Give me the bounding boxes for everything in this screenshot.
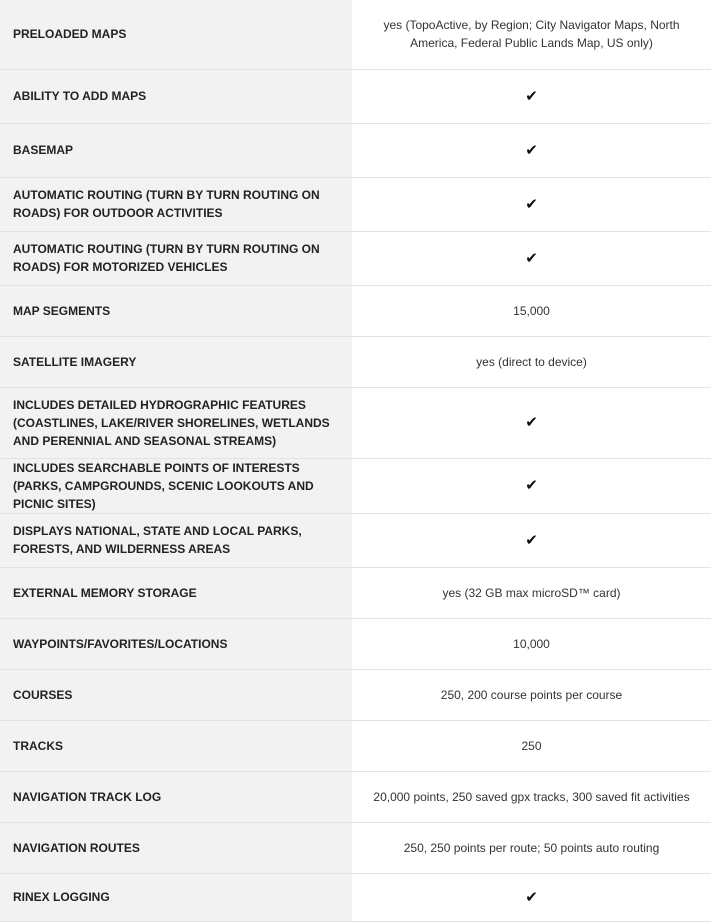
table-row: [0, 513, 711, 567]
spec-value: [352, 771, 711, 822]
table-row: [0, 336, 711, 387]
checkmark-icon: ✔: [525, 248, 538, 267]
spec-value: [352, 873, 711, 921]
table-row: [0, 0, 711, 69]
table-row: [0, 285, 711, 336]
table-row: [0, 231, 711, 285]
spec-label: DISPLAYS NATIONAL, STATE AND LOCAL PARKS, FORESTS, AND WILDERNESS AREAS: [0, 513, 352, 567]
spec-value: [352, 822, 711, 873]
table-row: [0, 567, 711, 618]
table-row: [0, 387, 711, 458]
spec-value-text: 15,000: [513, 303, 550, 318]
checkmark-icon: ✔: [525, 530, 538, 549]
spec-value-text: 250, 250 points per route; 50 points auto routing: [403, 840, 660, 855]
spec-value: [352, 458, 711, 513]
checkmark-icon: ✔: [525, 140, 538, 159]
spec-label: AUTOMATIC ROUTING (TURN BY TURN ROUTING ON ROADS) FOR MOTORIZED VEHICLES: [0, 231, 352, 285]
spec-value-text: yes (32 GB max microSD™ card): [442, 585, 621, 600]
spec-value: [352, 387, 711, 458]
spec-value-text: 10,000: [513, 636, 550, 651]
spec-label: TRACKS: [0, 720, 352, 771]
spec-value: [352, 720, 711, 771]
spec-value: [352, 513, 711, 567]
checkmark-icon: ✔: [525, 194, 538, 213]
spec-value-text: 250: [521, 738, 542, 753]
checkmark-icon: ✔: [525, 86, 538, 105]
spec-label: ABILITY TO ADD MAPS: [0, 69, 352, 123]
spec-label: NAVIGATION TRACK LOG: [0, 771, 352, 822]
spec-value: [352, 123, 711, 177]
spec-label: AUTOMATIC ROUTING (TURN BY TURN ROUTING ON ROADS) FOR OUTDOOR ACTIVITIES: [0, 177, 352, 231]
spec-label: MAP SEGMENTS: [0, 285, 352, 336]
spec-label: BASEMAP: [0, 123, 352, 177]
spec-label: WAYPOINTS/FAVORITES/LOCATIONS: [0, 618, 352, 669]
spec-value: [352, 336, 711, 387]
spec-label: INCLUDES DETAILED HYDROGRAPHIC FEATURES (COASTLINES, LAKE/RIVER SHORELINES, WETLANDS AND PERENNIAL AND SEASONAL STREAMS): [0, 387, 352, 458]
spec-label: NAVIGATION ROUTES: [0, 822, 352, 873]
spec-label: INCLUDES SEARCHABLE POINTS OF INTERESTS (PARKS, CAMPGROUNDS, SCENIC LOOKOUTS AND PICNIC SITES): [0, 458, 352, 513]
checkmark-icon: ✔: [525, 476, 538, 494]
spec-label: RINEX LOGGING: [0, 873, 352, 921]
table-row: [0, 458, 711, 513]
checkmark-icon: ✔: [525, 413, 538, 431]
spec-value-text: 250, 200 course points per course: [440, 687, 623, 702]
table-row: [0, 618, 711, 669]
table-row: [0, 177, 711, 231]
spec-value: [352, 285, 711, 336]
spec-label: EXTERNAL MEMORY STORAGE: [0, 567, 352, 618]
spec-value: [352, 669, 711, 720]
table-row: [0, 873, 711, 921]
table-row: [0, 69, 711, 123]
checkmark-icon: ✔: [525, 887, 538, 906]
table-row: [0, 822, 711, 873]
table-row: [0, 669, 711, 720]
spec-value: [352, 177, 711, 231]
table-row: [0, 720, 711, 771]
spec-value-text: yes (TopoActive, by Region; City Navigator Maps, North America, Federal Public Lands Map, US only): [383, 18, 680, 51]
spec-value: [352, 567, 711, 618]
spec-value-text: 20,000 points, 250 saved gpx tracks, 300 saved fit activities: [373, 789, 690, 804]
spec-label: PRELOADED MAPS: [0, 0, 352, 69]
table-row: [0, 123, 711, 177]
spec-value: [352, 69, 711, 123]
spec-value: [352, 618, 711, 669]
table-row: [0, 771, 711, 822]
spec-label: COURSES: [0, 669, 352, 720]
spec-value-text: yes (direct to device): [476, 354, 587, 369]
spec-value: [352, 0, 711, 69]
spec-value: [352, 231, 711, 285]
spec-label: SATELLITE IMAGERY: [0, 336, 352, 387]
